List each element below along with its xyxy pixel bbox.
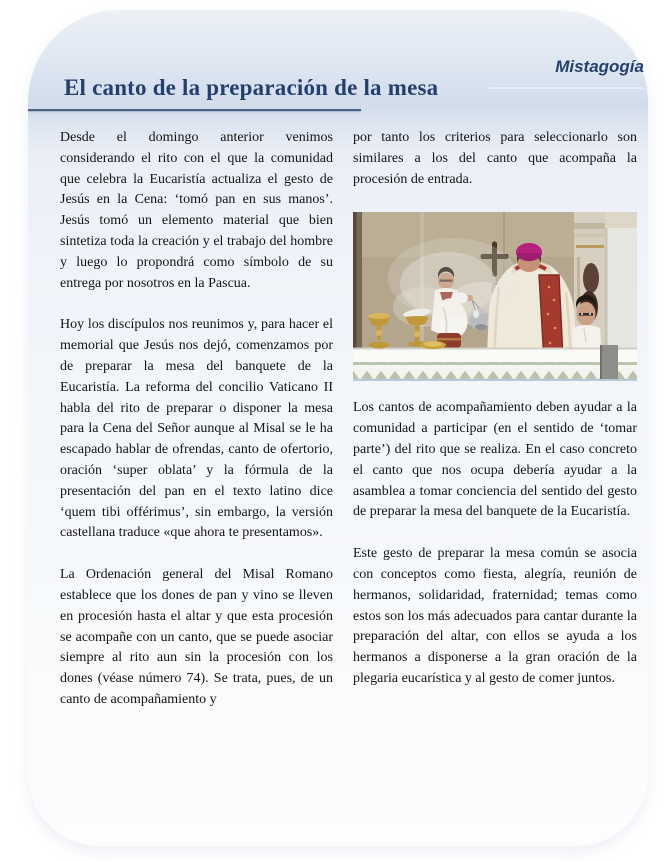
title-underline bbox=[28, 109, 361, 111]
brand-label: Mistagogía bbox=[555, 57, 644, 76]
altar-photo-graphic bbox=[353, 212, 637, 379]
smoke-haze bbox=[388, 238, 518, 318]
paragraph: por tanto los criterios para seleccionarlo son similares a los del canto que acompaña la procesión de entrada. bbox=[353, 130, 637, 187]
article-left-column bbox=[60, 128, 333, 732]
paragraph: Los cantos de acompañamiento deben ayudar a la comunidad a participar (en el sentido de ‘tomar parte’) del rito que se realiza. En el caso concreto el canto que nos ocupa debería ayudar a la asamblea a tomar conciencia del sentido del gesto de preparar la mesa del banquete de la Eucaristía. bbox=[353, 400, 637, 520]
brand-underline bbox=[489, 87, 643, 89]
paragraph: Desde el domingo anterior venimos considerando el rito con el que la comunidad que celebra la Eucaristía actualiza el gesto de Jesús en la Cena: ‘tomó pan en sus manos’. Jesús tomó un elemento material que bien sintetiza toda la creación y el trabajo del hombre y luego lo propondrá como símbolo de su entrega por nosotros en la Pascua. bbox=[60, 130, 333, 291]
article-right-column bbox=[353, 128, 637, 711]
altar-photo bbox=[353, 212, 637, 381]
page-title: El canto de la preparación de la mesa bbox=[64, 75, 439, 100]
paragraph: Hoy los discípulos nos reunimos y, para hacer el memorial que Jesús nos dejó, comenzamos por de preparar la mesa del banquete de la Eucaristía. La reforma del concilio Vaticano II habla del rito de preparar o disponer la mesa para la Cena del Señor aunque al Misal se le ha escapado hablar de ofrendas, canto de ofertorio, oración ‘super oblata’ y la fórmula de la presentación del pan en el texto latino dice ‘quem tibi offérimus’, sin embargo, la versión castellana traduce «que ahora te presentamos». bbox=[60, 317, 333, 541]
paragraph: La Ordenación general del Misal Romano establece que los dones de pan y vino se lleven en procesión hasta el altar y que esta procesión se acompañe con un canto, que se puede asociar siempre al rito aun sin la procesión con los dones (véase número 74). Se trata, pues, de un canto de acompañamiento y bbox=[60, 567, 333, 707]
altar-table bbox=[353, 345, 637, 379]
paragraph: Este gesto de preparar la mesa común se asocia con conceptos como fiesta, alegría, reunión de hermanos, solidaridad, fraternidad; temas como estos son los más adecuados para cantar durante la preparación del altar, con ellos se ayuda a los hermanos a disponerse a la gran oración de la plegaria eucarística y al gesto de comer juntos. bbox=[353, 546, 637, 686]
